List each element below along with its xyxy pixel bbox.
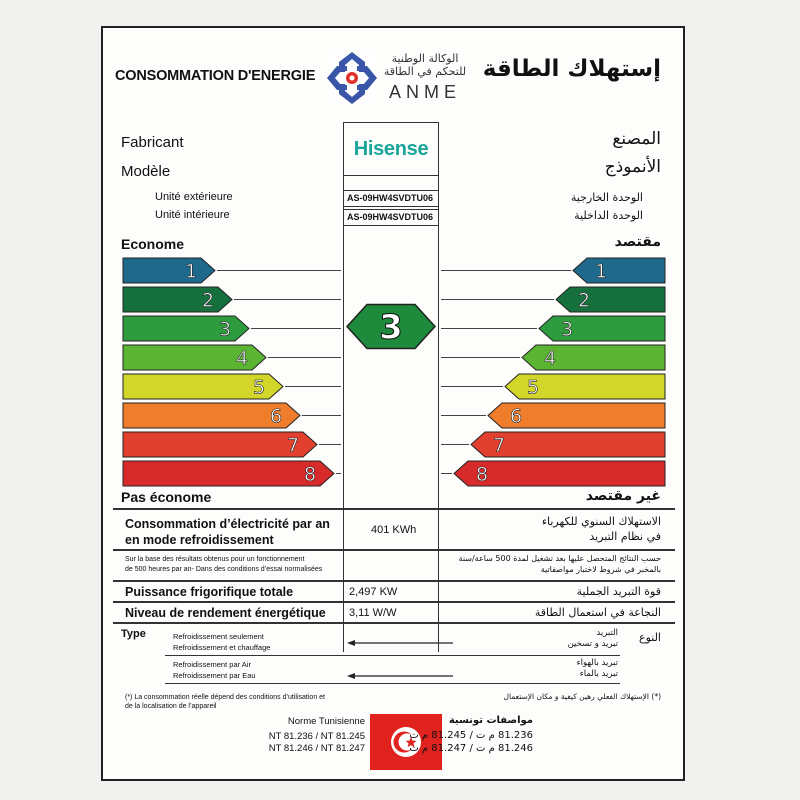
scale-top-ar: مقتصد [614,234,661,250]
agency-acronym: ANME [388,82,461,102]
agency-name-ar: الوكالة الوطنية للتحكم في الطاقة [383,52,467,78]
footnote-fr: (*) La consommation réelle dépend des conditions d’utilisation et de la localisation de l’appareil [125,694,326,710]
class-label-left-6: 6 [269,405,283,428]
type-label-ar: النوع [639,631,661,644]
divider [113,580,675,582]
class-arrow-left-2 [123,287,232,312]
model-label-fr: Modèle [121,163,171,180]
efficiency-label-fr: Niveau de rendement énergétique [125,606,326,620]
efficiency-scale [103,28,687,498]
divider [113,508,675,510]
power-label-ar: قوة التبريد الجملية [576,585,661,598]
class-arrow-left-8 [123,461,334,486]
class-label-right-6: 6 [509,405,523,428]
outdoor-label-ar: الوحدة الخارجية [570,191,643,204]
manufacturer-label-ar: المصنع [612,129,661,149]
class-label-left-1: 1 [184,260,198,283]
class-label-left-2: 2 [201,289,215,312]
outdoor-label-fr: Unité extérieure [155,191,233,203]
basis-note-fr: Sur la base des résultats obtenus pour un fonctionnement de 500 heures par an- Dans des conditions d’essai normalisées [125,556,323,573]
class-label-left-7: 7 [286,434,300,457]
rating-value: 3 [379,307,403,348]
indoor-label-fr: Unité intérieure [155,209,230,221]
power-value: 2,497 KW [349,586,398,598]
consumption-value: 401 KWh [371,524,417,536]
class-label-left-5: 5 [252,376,266,399]
class-label-left-3: 3 [218,318,232,341]
class-label-right-2: 2 [577,289,591,312]
scale-bottom-fr: Pas économe [121,489,212,505]
type-arrows [103,628,687,688]
scale-top-fr: Econome [121,236,185,252]
energy-label [101,26,685,781]
indoor-model: AS-09HW4SVDTU06 [343,209,439,226]
title-ar: إستهلاك الطاقة [482,56,661,82]
class-label-right-8: 8 [475,463,489,486]
indoor-label-ar: الوحدة الداخلية [574,209,643,222]
efficiency-label-ar: النجاعة في استعمال الطاقة [534,606,661,619]
outdoor-model: AS-09HW4SVDTU06 [343,190,439,207]
norm-fr: Norme Tunisienne NT 81.236 / NT 81.245 NT 81.246 / NT 81.247 [268,716,365,754]
divider [113,549,675,551]
class-label-right-3: 3 [560,318,574,341]
arrow-left-icon [347,673,453,679]
class-arrow-right-3 [539,316,665,341]
power-label-fr: Puissance frigorifique totale [125,585,294,599]
scale-bottom-ar: غير مقتصد [585,488,661,504]
class-label-left-4: 4 [235,347,249,370]
class-arrow-right-2 [556,287,665,312]
divider [113,601,675,603]
consumption-label-ar: الاستهلاك السنوي للكهرباء في نظام التبريد [541,515,661,543]
class-arrow-left-1 [123,258,215,283]
title-fr: CONSOMMATION D'ENERGIE [115,68,316,84]
class-label-right-4: 4 [543,347,557,370]
consumption-label-fr: Consommation d’électricité par an en mode refroidissement [125,517,330,547]
manufacturer-label-fr: Fabricant [121,134,184,151]
class-label-right-1: 1 [594,260,608,283]
type-group2-fr: Refroidissement par Air Refroidissement par Eau [173,660,256,680]
type-label-fr: Type [121,628,146,640]
class-label-left-8: 8 [303,463,317,486]
footnote-ar: (*) الإستهلاك الفعلي رهين كيفية و مكان الإستعمال [503,692,661,701]
norm-ar: مواصفات تونسية 81.236 م ت / 81.245 م ت 81.246 م ت / 81.247 م ت [409,715,533,754]
model-label-ar: الأنموذج [604,157,661,177]
type-group1-fr: Refroidissement seulement Refroidissement et chauffage [173,632,271,652]
type-group1-ar: التبريد تبريد و تسخين [567,628,618,649]
class-label-right-5: 5 [526,376,540,399]
basis-note-ar: حسب النتائج المتحصل عليها بعد تشغيل لمدة 500 ساعة/سنة بالمخبر في شروط لاختبار مواصفاتية [458,554,661,574]
divider [113,622,675,624]
arrow-left-icon [347,640,453,646]
type-group2-ar: تبريد بالهواء تبريد بالماء [576,658,618,679]
class-label-right-7: 7 [492,434,506,457]
class-arrow-right-1 [573,258,665,283]
brand-name: Hisense [353,137,429,160]
efficiency-value: 3,11 W/W [349,607,397,619]
